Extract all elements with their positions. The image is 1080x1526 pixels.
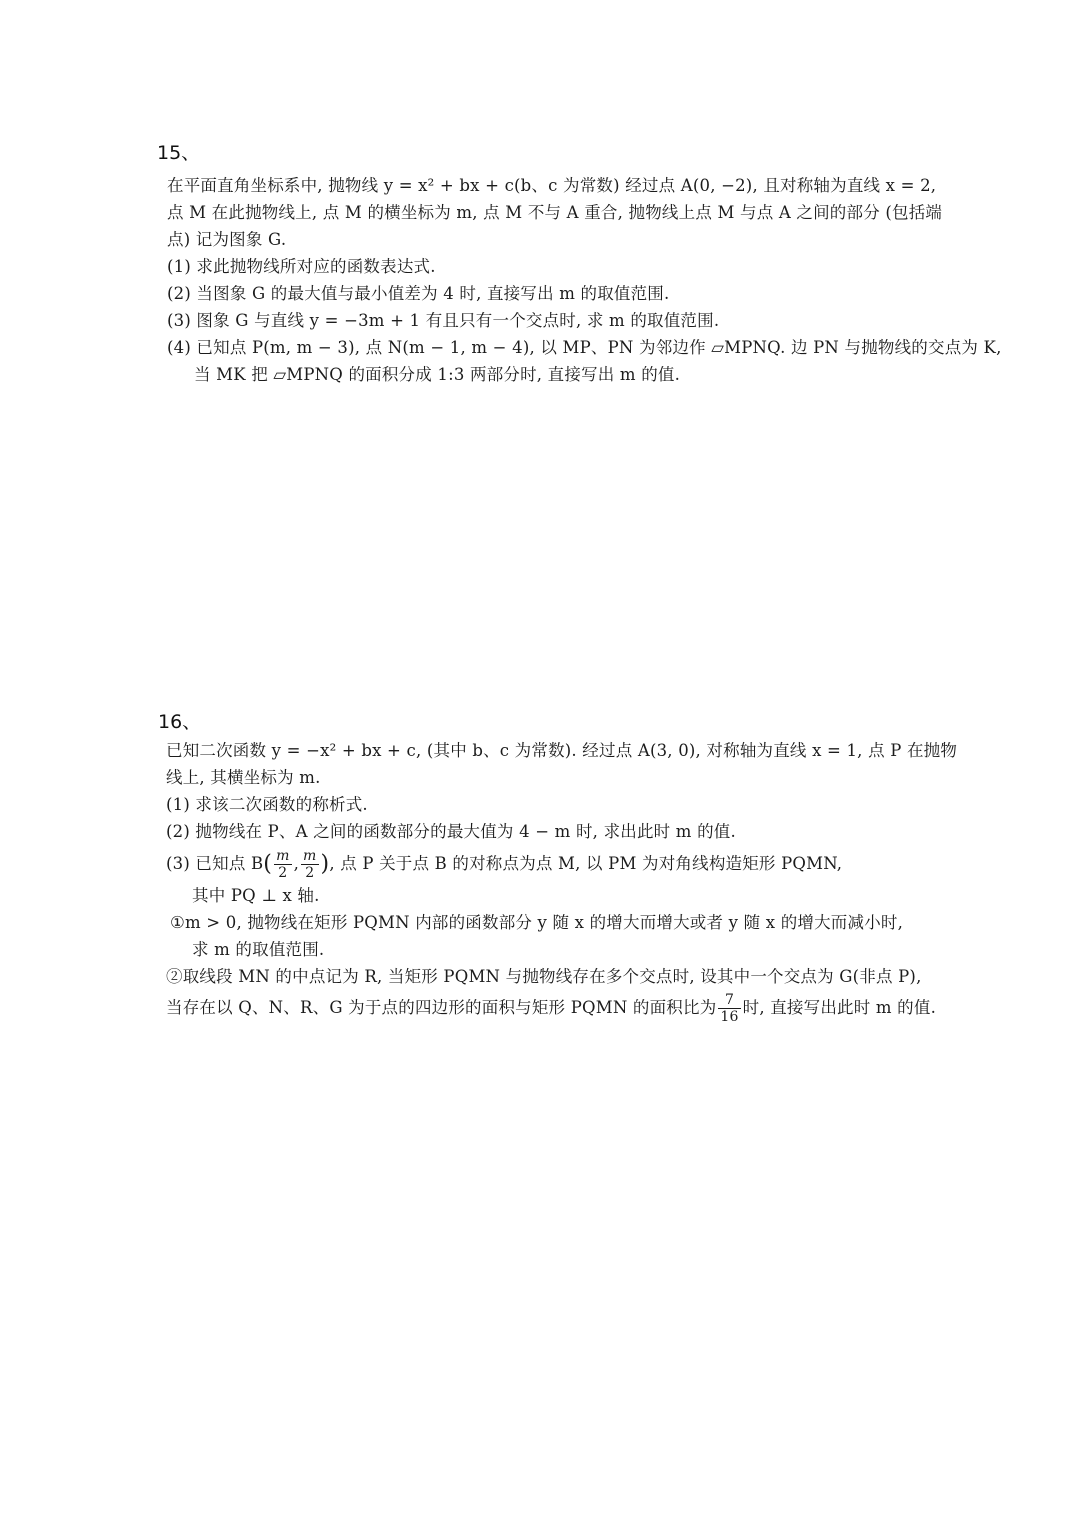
problem-text-line: 在平面直角坐标系中, 抛物线 y = x² + bx + c(b、c 为常数) 经过点 A(0, −2), 且对称轴为直线 x = 2, [167,176,937,195]
sub-question-4: (4) 已知点 P(m, m − 3), 点 N(m − 1, m − 4), 以 MP、PN 为邻边作 ▱MPNQ. 边 PN 与抛物线的交点为 K, [167,338,1002,357]
sub-question-3-cont: 其中 PQ ⊥ x 轴. [192,886,320,905]
problem-text-line: 已知二次函数 y = −x² + bx + c, (其中 b、c 为常数). 经过点 A(3, 0), 对称轴为直线 x = 1, 点 P 在抛物 [166,741,958,760]
fraction-7-over-16: $\frac{7}{16}$ [720,992,739,1025]
sub-question-2: (2) 抛物线在 P、A 之间的函数部分的最大值为 4 − m 时, 求出此时 m 的值. [166,822,736,841]
sub-question-3-part-1: ①m > 0, 抛物线在矩形 PQMN 内部的函数部分 y 随 x 的增大而增大或者 y 随 x 的增大而减小时, [170,913,904,932]
sub-question-3: (3) 已知点 B( $\frac{m}{2}$ , $\frac{m}{2}$ ), 点 P 关于点 B 的对称点为点 M, 以 PM 为对角线构造矩形 PQMN, [166,848,843,881]
sub-question-2: (2) 当图象 G 的最大值与最小值差为 4 时, 直接写出 m 的取值范围. [167,284,670,303]
problem-text-line: 线上, 其横坐标为 m. [166,768,321,787]
fraction-m-over-2: $\frac{m}{2}$ [303,848,317,881]
open-paren: ( [263,851,273,877]
sub-question-3: (3) 图象 G 与直线 y = −3m + 1 有且只有一个交点时, 求 m 的取值范围. [167,311,720,330]
sub-question-1: (1) 求该二次函数的称析式. [166,795,368,814]
sub-question-3-part-1-cont: 求 m 的取值范围. [192,940,325,959]
fraction-m-over-2: $\frac{m}{2}$ [276,848,290,881]
sub-question-3-part-2-cont [166,989,936,1027]
sub-question-3-head: (3) 已知点 B [166,854,264,873]
problem-number: 15、 [157,142,201,164]
ratio-text-head: 当存在以 Q、N、R、G 为于点的四边形的面积与矩形 PQMN 的面积比为 [166,998,717,1017]
sub-question-3-part-2: ②取线段 MN 的中点记为 R, 当矩形 PQMN 与抛物线存在多个交点时, 设其中一个交点为 G(非点 P), [166,967,922,986]
sub-question-3-tail: , 点 P 关于点 B 的对称点为点 M, 以 PM 为对角线构造矩形 PQMN, [329,854,843,873]
sub-question-4-cont: 当 MK 把 ▱MPNQ 的面积分成 1:3 两部分时, 直接写出 m 的值. [194,365,681,384]
problem-text-line: 点 M 在此抛物线上, 点 M 的横坐标为 m, 点 M 不与 A 重合, 抛物线上点 M 与点 A 之间的部分 (包括端 [167,203,943,222]
ratio-text-tail: 时, 直接写出此时 m 的值. [742,998,937,1017]
sub-question-1: (1) 求此抛物线所对应的函数表达式. [167,257,436,276]
problem-text-line: 点) 记为图象 G. [167,230,287,249]
close-paren: ) [320,851,330,877]
problem-number: 16、 [158,711,202,733]
